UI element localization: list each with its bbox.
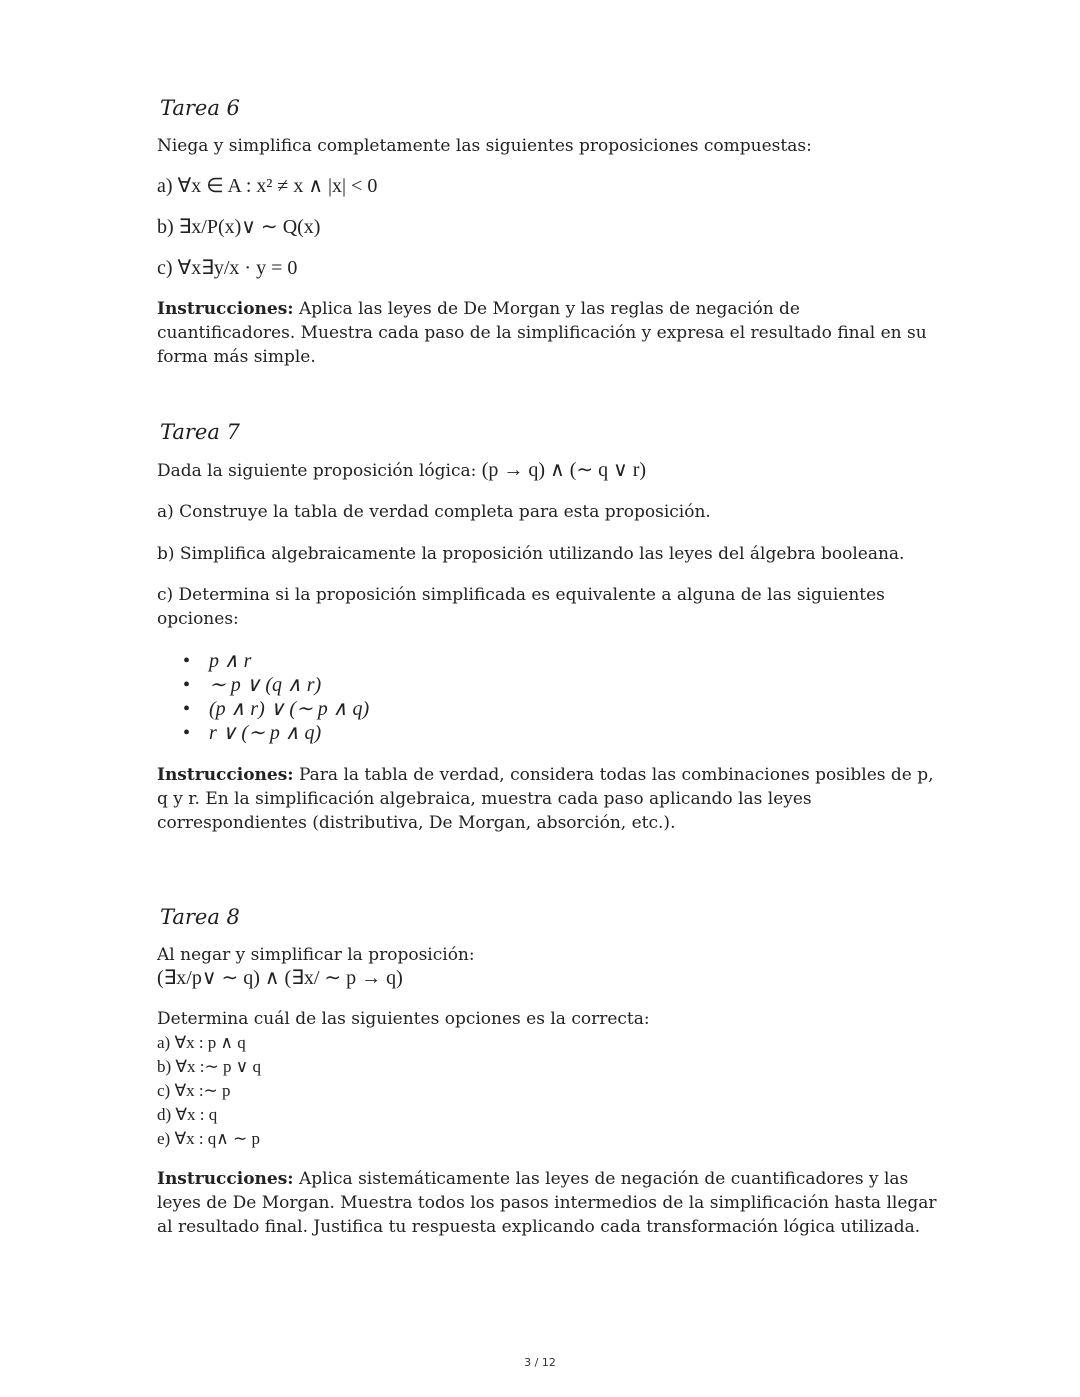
task-7-intro-text: Dada la siguiente proposición lógica:	[157, 461, 482, 481]
task-6-instructions-label: Instrucciones:	[157, 299, 294, 319]
task-8-instructions	[157, 1167, 937, 1239]
task-7-option: • ∼ p ∨ (q ∧ r)	[183, 673, 937, 697]
task-6-section	[157, 96, 937, 369]
task-8-title: Tarea 8	[160, 905, 240, 929]
task-7-proposition: (p → q) ∧ (∼ q ∨ r)	[481, 459, 647, 481]
task-6-item-c: c) ∀x∃y/x · y = 0	[157, 257, 298, 279]
task-7-option: • (p ∧ r) ∨ (∼ p ∧ q)	[183, 697, 937, 721]
task-7-option: • r ∨ (∼ p ∧ q)	[183, 721, 937, 745]
task-7-options-list	[157, 649, 937, 745]
task-8-proposition: (∃x/p∨ ∼ q) ∧ (∃x/ ∼ p → q)	[157, 967, 403, 989]
page-number: 3 / 12	[524, 1356, 556, 1369]
task-7-intro	[157, 458, 937, 483]
task-6-instructions	[157, 297, 937, 369]
task-6-intro: Niega y simplifica completamente las siguientes proposiciones compuestas:	[157, 136, 812, 156]
task-7-option: • p ∧ r	[183, 649, 937, 673]
task-7-item-b: b) Simplifica algebraicamente la proposición utilizando las leyes del álgebra booleana.	[157, 544, 905, 564]
task-8-section	[157, 905, 937, 1239]
task-7-item-a: a) Construye la tabla de verdad completa para esta proposición.	[157, 502, 711, 522]
task-8-option-e: e) ∀x : q∧ ∼ p	[157, 1129, 260, 1148]
task-7-instructions-text: Para la tabla de verdad, considera todas las combinaciones posibles de p, q y r. En la simplificación algebraica, muestra cada paso aplicando las leyes correspondientes (distributiva, De Morgan, absorción, etc.).	[157, 765, 934, 833]
task-8-option-d: d) ∀x : q	[157, 1105, 218, 1124]
task-6-item-b: b) ∃x/P(x)∨ ∼ Q(x)	[157, 216, 321, 238]
task-8-option-a: a) ∀x : p ∧ q	[157, 1033, 246, 1052]
task-8-instructions-label: Instrucciones:	[157, 1169, 294, 1189]
task-8-intro: Al negar y simplificar la proposición:	[157, 945, 475, 965]
task-7-title: Tarea 7	[160, 420, 240, 444]
task-7-section	[157, 420, 937, 835]
task-8-question: Determina cuál de las siguientes opciones es la correcta:	[157, 1009, 650, 1029]
task-8-option-b: b) ∀x :∼ p ∨ q	[157, 1057, 261, 1076]
task-6-item-a: a) ∀x ∈ A : x² ≠ x ∧ |x| < 0	[157, 175, 378, 197]
task-7-item-c: c) Determina si la proposición simplificada es equivalente a alguna de las siguientes opciones:	[157, 585, 885, 629]
task-8-instructions-text: Aplica sistemáticamente las leyes de negación de cuantificadores y las leyes de De Morgan. Muestra todos los pasos intermedios de la simplificación hasta llegar al resultado final. Justifica tu respuesta explicando cada transformación lógica utilizada.	[157, 1169, 937, 1237]
task-6-title: Tarea 6	[160, 96, 240, 120]
task-7-instructions	[157, 763, 937, 835]
task-7-instructions-label: Instrucciones:	[157, 765, 294, 785]
task-8-option-c: c) ∀x :∼ p	[157, 1081, 231, 1100]
task-6-instructions-text: Aplica las leyes de De Morgan y las reglas de negación de cuantificadores. Muestra cada paso de la simplificación y expresa el resultado final en su forma más simple.	[157, 299, 927, 367]
